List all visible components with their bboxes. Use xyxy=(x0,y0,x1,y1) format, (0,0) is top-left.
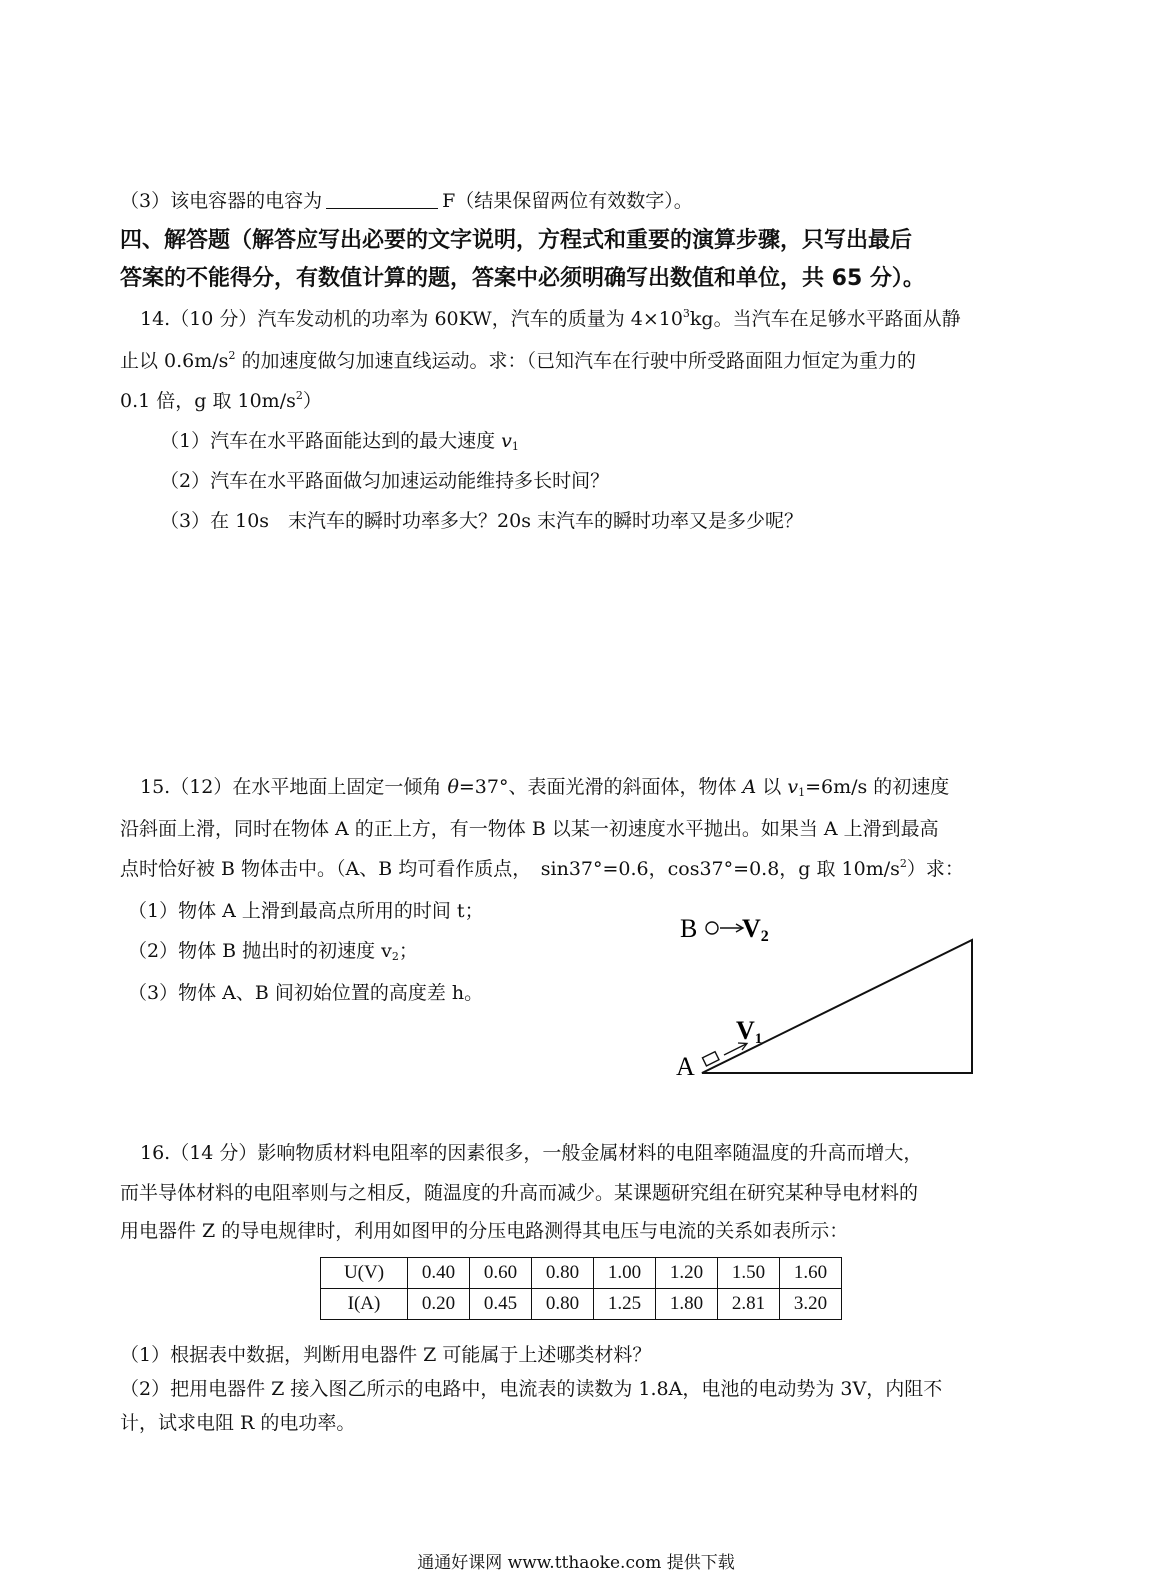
page-footer: 通通好课网 www.tthaoke.com 提供下载 xyxy=(417,1553,735,1573)
table-cell: 1.25 xyxy=(594,1289,656,1320)
table-cell: 1.80 xyxy=(656,1289,718,1320)
table-row xyxy=(321,1289,842,1320)
label-a: A xyxy=(676,1052,695,1081)
q16-sub2-line2: 计，试求电阻 R 的电功率。 xyxy=(120,1412,356,1434)
q15-sub2: （2）物体 B 抛出时的初速度 $v_2$； xyxy=(128,940,418,963)
q14-sub1: （1）汽车在水平路面能达到的最大速度 $v_1$ xyxy=(160,430,519,453)
answer-blank xyxy=(326,188,438,209)
q14-line1: 14.（10 分）汽车发动机的功率为 60KW，汽车的质量为 $4\times 10^3kg$。当汽车在足够水平路面从静 xyxy=(140,307,961,330)
q15-sub3: （3）物体 A、B 间初始位置的高度差 h。 xyxy=(128,982,484,1004)
table-cell: 1.20 xyxy=(656,1258,718,1289)
ball-b-icon xyxy=(706,922,718,934)
q16-sub2-line1: （2）把用电器件 Z 接入图乙所示的电路中，电流表的读数为 1.8A，电池的电动势为 3V，内阻不 xyxy=(120,1378,943,1400)
table-cell: 0.80 xyxy=(532,1289,594,1320)
block-a-icon xyxy=(702,1052,719,1066)
q15-line3: 点时恰好被 B 物体击中。（A、B 均可看作质点， sin37°=0.6，cos37°=0.8，g 取 $10m/s^2$）求： xyxy=(120,857,964,880)
label-b: B xyxy=(680,914,698,943)
q16-line2: 而半导体材料的电阻率则与之相反，随温度的升高而减少。某课题研究组在研究某种导电材料的 xyxy=(120,1182,919,1204)
table-cell: 1.60 xyxy=(780,1258,842,1289)
q15-line2: 沿斜面上滑，同时在物体 A 的正上方，有一物体 B 以某一初速度水平抛出。如果当 A 上滑到最高 xyxy=(120,818,939,840)
table-row-label: U(V) xyxy=(321,1258,408,1289)
table-cell: 1.50 xyxy=(718,1258,780,1289)
table-row-label: I(A) xyxy=(321,1289,408,1320)
q16-line1: 16.（14 分）影响物质材料电阻率的因素很多，一般金属材料的电阻率随温度的升高而增大， xyxy=(140,1142,923,1164)
q14-line3: 0.1 倍，g 取 $10m/s^2$） xyxy=(120,389,322,412)
ui-data-table xyxy=(320,1257,842,1320)
table-cell: 0.60 xyxy=(470,1258,532,1289)
table-cell: 0.45 xyxy=(470,1289,532,1320)
q16-line3: 用电器件 Z 的导电规律时，利用如图甲的分压电路测得其电压与电流的关系如表所示： xyxy=(120,1220,849,1242)
q16-sub1: （1）根据表中数据，判断用电器件 Z 可能属于上述哪类材料？ xyxy=(120,1344,652,1366)
incline-diagram xyxy=(676,914,1000,1085)
section4-heading-line2: 答案的不能得分，有数值计算的题，答案中必须明确写出数值和单位，共 65 分）。 xyxy=(120,266,925,291)
table-cell: 0.80 xyxy=(532,1258,594,1289)
label-v2: V2 xyxy=(742,914,769,945)
q15-sub1: （1）物体 A 上滑到最高点所用的时间 t； xyxy=(128,900,484,922)
q14-sub2: （2）汽车在水平路面做匀加速运动能维持多长时间？ xyxy=(160,470,610,492)
table-cell: 2.81 xyxy=(718,1289,780,1320)
table-cell: 0.40 xyxy=(408,1258,470,1289)
table-cell: 3.20 xyxy=(780,1289,842,1320)
incline-triangle xyxy=(702,940,972,1073)
label-v1: V1 xyxy=(736,1016,763,1047)
table-row xyxy=(321,1258,842,1289)
q15-line1: 15.（12）在水平地面上固定一倾角 θ=37°、表面光滑的斜面体，物体 A 以 $v_1=6m/s$ 的初速度 xyxy=(140,776,950,799)
section4-heading-line1: 四、解答题（解答应写出必要的文字说明，方程式和重要的演算步骤，只写出最后 xyxy=(120,228,913,253)
table-cell: 1.00 xyxy=(594,1258,656,1289)
table-cell: 0.20 xyxy=(408,1289,470,1320)
q14-sub3: （3）在 10s 末汽车的瞬时功率多大？20s 末汽车的瞬时功率又是多少呢？ xyxy=(160,510,804,532)
q13-part3: （3）该电容器的电容为 F（结果保留两位有效数字）。 xyxy=(120,190,693,212)
q14-line2: 止以 $0.6m/s^2$ 的加速度做匀加速直线运动。求：（已知汽车在行驶中所受路面阻力恒定为重力的 xyxy=(120,349,916,372)
